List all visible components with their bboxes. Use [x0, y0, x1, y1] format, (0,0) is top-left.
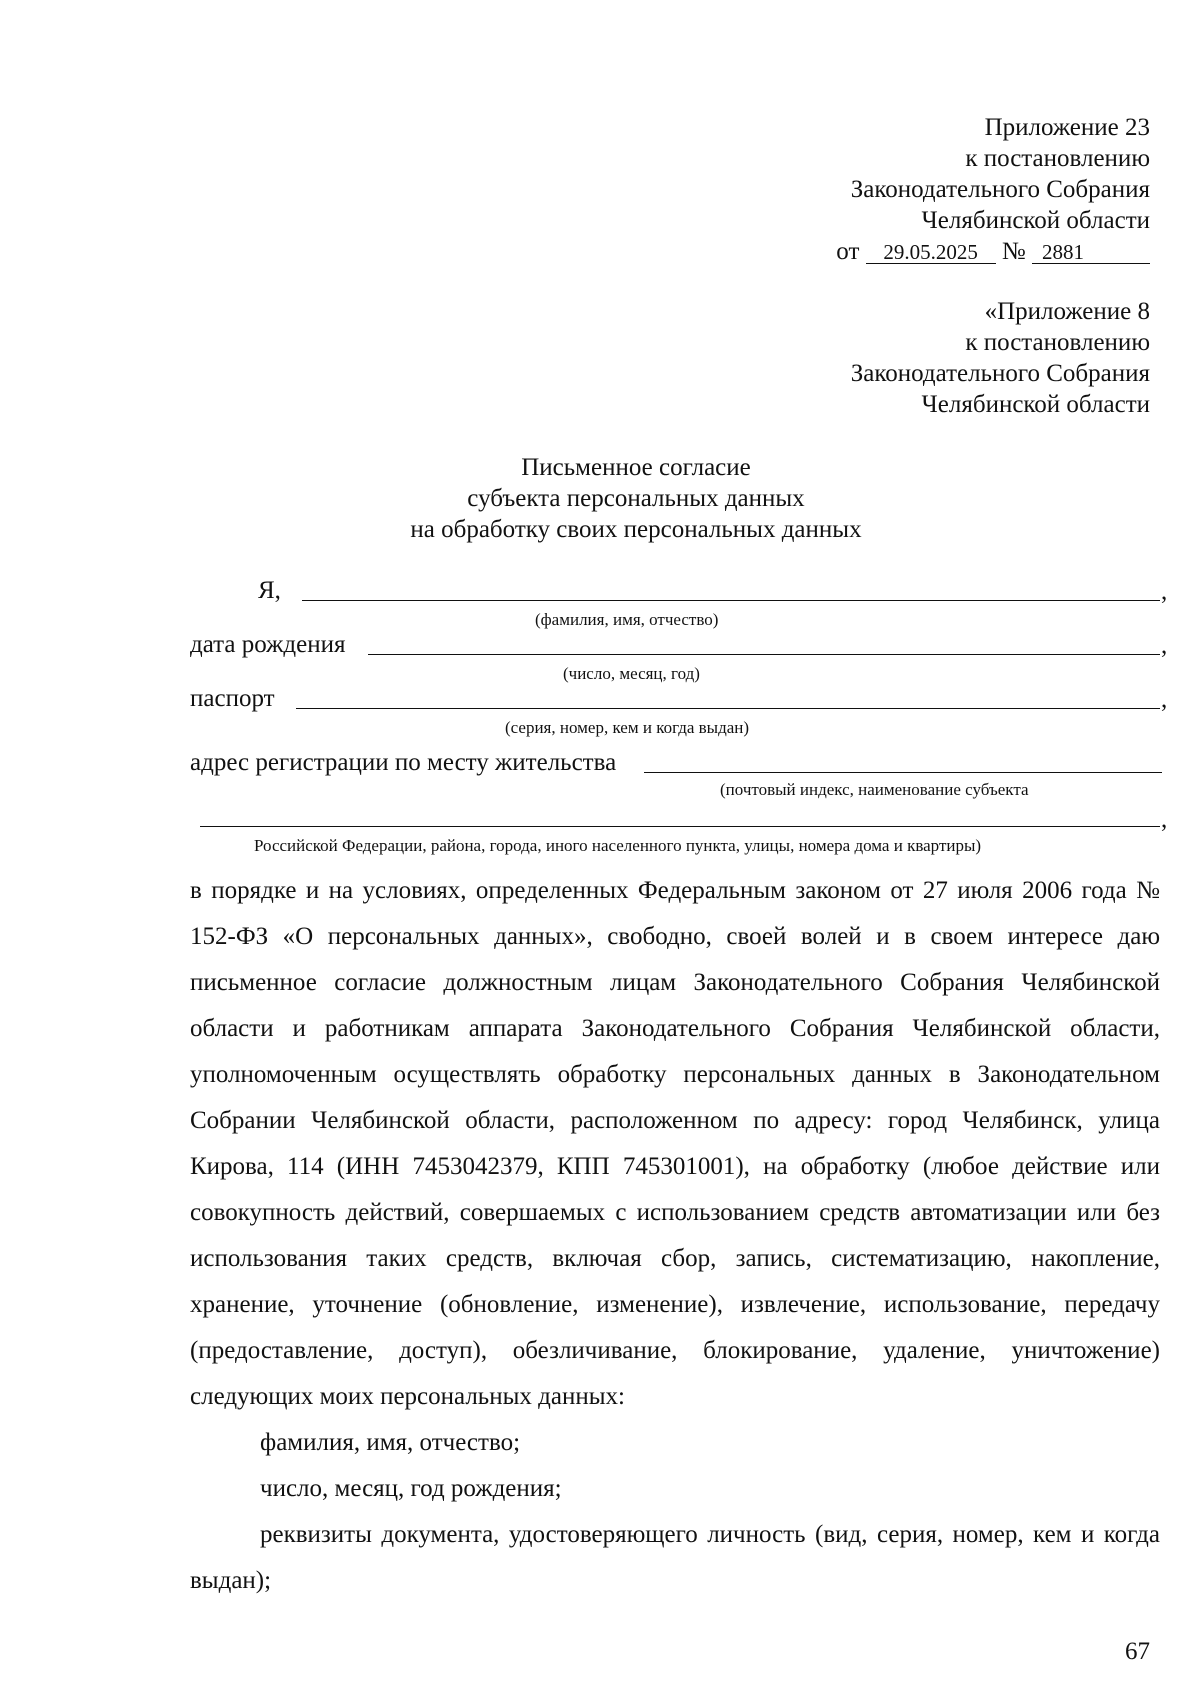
list-item: фамилия, имя, отчество; [260, 1429, 521, 1456]
annex-line: «Приложение 8 [984, 298, 1150, 325]
annex-line: Приложение 23 [984, 114, 1150, 141]
number-sign: № [1001, 238, 1026, 265]
comma: , [1161, 632, 1168, 659]
resolution-date: 29.05.2025 [866, 241, 996, 264]
annex-date-line [550, 236, 1150, 267]
annex-line: к постановлению [965, 145, 1150, 172]
list-item: реквизиты документа, удостоверяющего личность (вид, серия, номер, кем и когда выдан); [190, 1521, 1160, 1594]
title-line: субъекта персональных данных [467, 485, 805, 512]
resolution-number: 2881 [1032, 241, 1150, 264]
name-caption: (фамилия, имя, отчество) [535, 610, 719, 629]
from-prefix: от [836, 238, 860, 265]
passport-label: паспорт [190, 685, 275, 712]
annex-line: Законодательного Собрания [850, 176, 1150, 203]
passport-caption: (серия, номер, кем и когда выдан) [505, 718, 750, 737]
comma: , [1161, 806, 1168, 833]
annex-line: Челябинской области [921, 207, 1150, 234]
list-item: число, месяц, год рождения; [260, 1475, 562, 1502]
consent-body [190, 868, 1160, 1604]
dob-label: дата рождения [190, 631, 346, 658]
name-label: Я, [258, 577, 281, 604]
dob-caption: (число, месяц, год) [563, 664, 700, 683]
address-label: адрес регистрации по месту жительства [190, 749, 617, 776]
page-number: 67 [1125, 1638, 1150, 1665]
annex-line: к постановлению [965, 329, 1150, 356]
address-caption-continued: Российской Федерации, района, города, иного населенного пункта, улицы, номера дома и квартиры) [254, 836, 982, 855]
annex-line: Законодательного Собрания [850, 360, 1150, 387]
title-line: Письменное согласие [521, 454, 751, 481]
document-title [0, 452, 1200, 545]
annex-header-original [550, 296, 1150, 420]
comma: , [1161, 578, 1168, 605]
annex-line: Челябинской области [921, 391, 1150, 418]
annex-header [550, 112, 1150, 267]
title-line: на обработку своих персональных данных [410, 516, 862, 543]
address-caption: (почтовый индекс, наименование субъекта [720, 780, 1029, 799]
consent-paragraph: в порядке и на условиях, определенных Федеральным законом от 27 июля 2006 года № 152-ФЗ «О персональных данных», свободно, своей волей и в своем интересе даю письменное согласие должностным лицам Законодательного Собрания Челябинской области и работникам аппарата Законодательного Собрания Челябинской области, уполномоченным осуществлять обработку персональных данных в Законодательном Собрании Челябинской области, расположенном по адресу: город Челябинск, улица Кирова, 114 (ИНН 7453042379, КПП 745301001), на обработку (любое действие или совокупность действий, совершаемых с использованием средств автоматизации или без использования таких средств, включая сбор, запись, систематизацию, накопление, хранение, уточнение (обновление, изменение), извлечение, использование, передачу (предоставление, доступ), обезличивание, блокирование, удаление, уничтожение) следующих моих персональных данных: [190, 877, 1160, 1410]
comma: , [1161, 686, 1168, 713]
